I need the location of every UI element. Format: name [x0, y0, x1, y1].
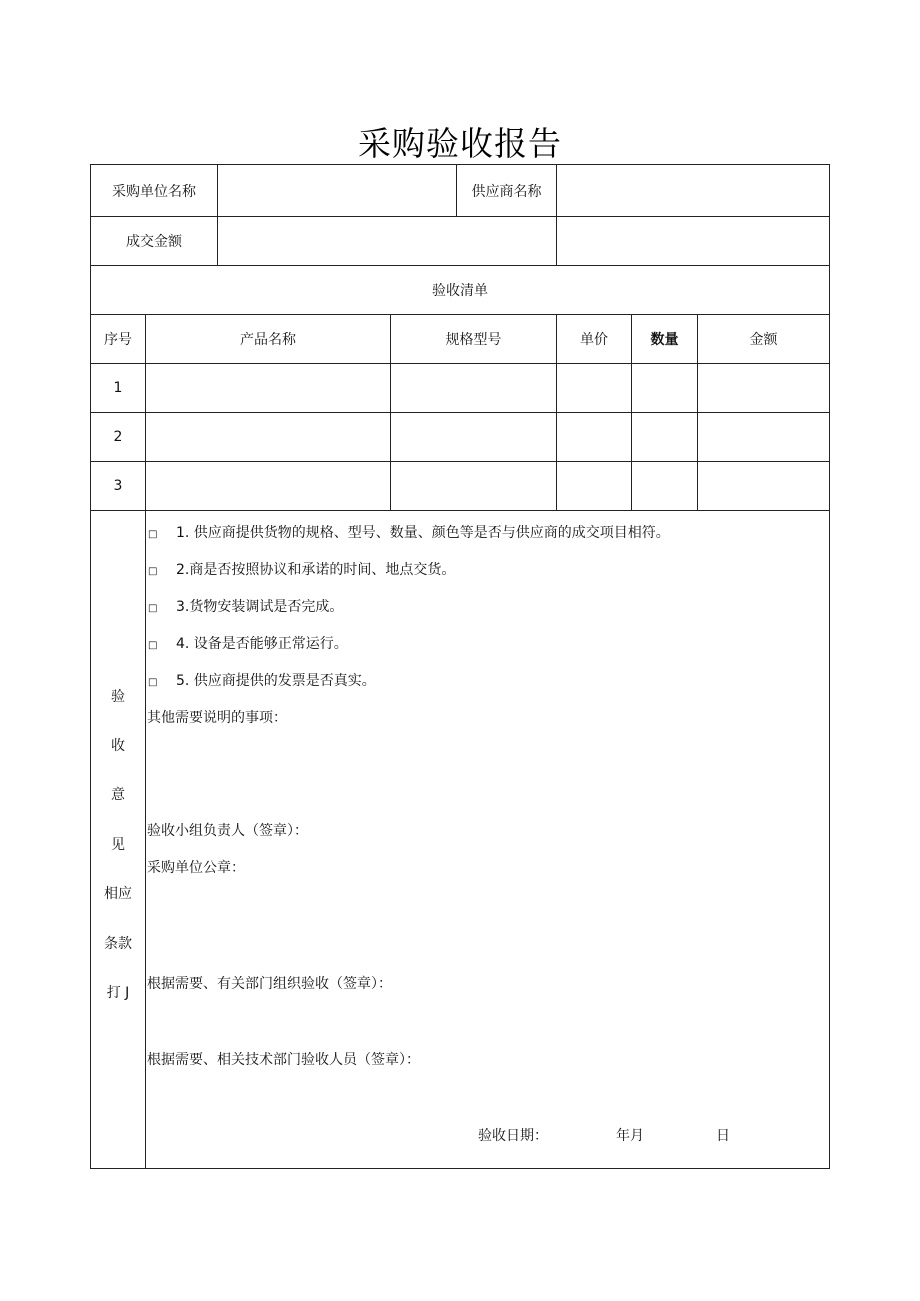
- unit-price-cell[interactable]: [557, 462, 632, 511]
- side-label-char: 收: [111, 738, 125, 755]
- side-label-char: 条款: [104, 935, 132, 952]
- amount-cell[interactable]: [698, 413, 830, 462]
- list-title: 验收清单: [91, 266, 830, 315]
- col-header-amount: 金额: [698, 315, 830, 364]
- row-index: 3: [91, 462, 146, 511]
- product-name-cell[interactable]: [146, 413, 391, 462]
- spec-cell[interactable]: [391, 462, 557, 511]
- side-label-char: 见: [111, 836, 125, 853]
- supplier-name-field[interactable]: [557, 165, 830, 217]
- side-label-char: 意: [111, 787, 125, 804]
- checkbox-icon[interactable]: □: [148, 603, 158, 614]
- check-item-1[interactable]: [148, 522, 670, 542]
- row-index: 1: [91, 364, 146, 413]
- deal-amount-field[interactable]: [218, 217, 557, 266]
- col-header-product: 产品名称: [146, 315, 391, 364]
- spec-cell[interactable]: [391, 364, 557, 413]
- tech-signature-label: 根据需要、相关技术部门验收人员（签章）：: [147, 1052, 420, 1068]
- deal-amount-label: 成交金额: [91, 217, 218, 266]
- dept-signature-label: 根据需要、有关部门组织验收（签章）：: [147, 976, 392, 992]
- check-item-text: 4. 设备是否能够正常运行。: [176, 636, 348, 652]
- side-label-char: 验: [111, 688, 125, 705]
- date-year-month: 年月: [616, 1128, 644, 1144]
- checkbox-icon[interactable]: □: [148, 566, 158, 577]
- deal-amount-extra-field[interactable]: [557, 217, 830, 266]
- unit-price-cell[interactable]: [557, 364, 632, 413]
- table-row: [91, 364, 830, 413]
- checkbox-icon[interactable]: □: [148, 677, 158, 688]
- col-header-unit-price: 单价: [557, 315, 632, 364]
- table-row: [91, 462, 830, 511]
- check-item-text: 1. 供应商提供货物的规格、型号、数量、颜色等是否与供应商的成交项目相符。: [176, 525, 670, 541]
- team-leader-signature-label: 验收小组负责人（签章）：: [147, 823, 308, 839]
- check-item-2[interactable]: [148, 559, 455, 579]
- col-header-quantity: 数量: [632, 315, 698, 364]
- side-label-char: 打 J: [106, 984, 130, 1001]
- check-item-text: 3.货物安装调试是否完成。: [176, 599, 344, 615]
- product-name-cell[interactable]: [146, 462, 391, 511]
- acceptance-opinion-area: [146, 511, 830, 1169]
- amount-cell[interactable]: [698, 364, 830, 413]
- col-header-index: 序号: [91, 315, 146, 364]
- check-item-4[interactable]: [148, 633, 348, 653]
- date-day: 日: [716, 1128, 730, 1144]
- supplier-name-label: 供应商名称: [457, 165, 557, 217]
- checkbox-icon[interactable]: □: [148, 640, 158, 651]
- col-header-spec: 规格型号: [391, 315, 557, 364]
- check-item-text: 5. 供应商提供的发票是否真实。: [176, 673, 376, 689]
- table-row: [91, 413, 830, 462]
- acceptance-date-label: 验收日期：: [478, 1128, 548, 1144]
- purchaser-seal-label: 采购单位公章：: [147, 860, 245, 876]
- quantity-cell[interactable]: [632, 413, 698, 462]
- acceptance-form: [90, 164, 830, 1169]
- unit-price-cell[interactable]: [557, 413, 632, 462]
- acceptance-opinion-label: [91, 511, 146, 1169]
- check-item-text: 2.商是否按照协议和承诺的时间、地点交货。: [176, 562, 456, 578]
- product-name-cell[interactable]: [146, 364, 391, 413]
- check-item-5[interactable]: [148, 670, 376, 690]
- page-title: 采购验收报告: [358, 124, 562, 163]
- other-notes-label: 其他需要说明的事项：: [147, 710, 287, 726]
- checkbox-icon[interactable]: □: [148, 529, 158, 540]
- quantity-cell[interactable]: [632, 364, 698, 413]
- spec-cell[interactable]: [391, 413, 557, 462]
- row-index: 2: [91, 413, 146, 462]
- quantity-cell[interactable]: [632, 462, 698, 511]
- side-label-char: 相应: [104, 886, 132, 903]
- purchaser-name-field[interactable]: [218, 165, 457, 217]
- check-item-3[interactable]: [148, 596, 343, 616]
- amount-cell[interactable]: [698, 462, 830, 511]
- purchaser-name-label: 采购单位名称: [91, 165, 218, 217]
